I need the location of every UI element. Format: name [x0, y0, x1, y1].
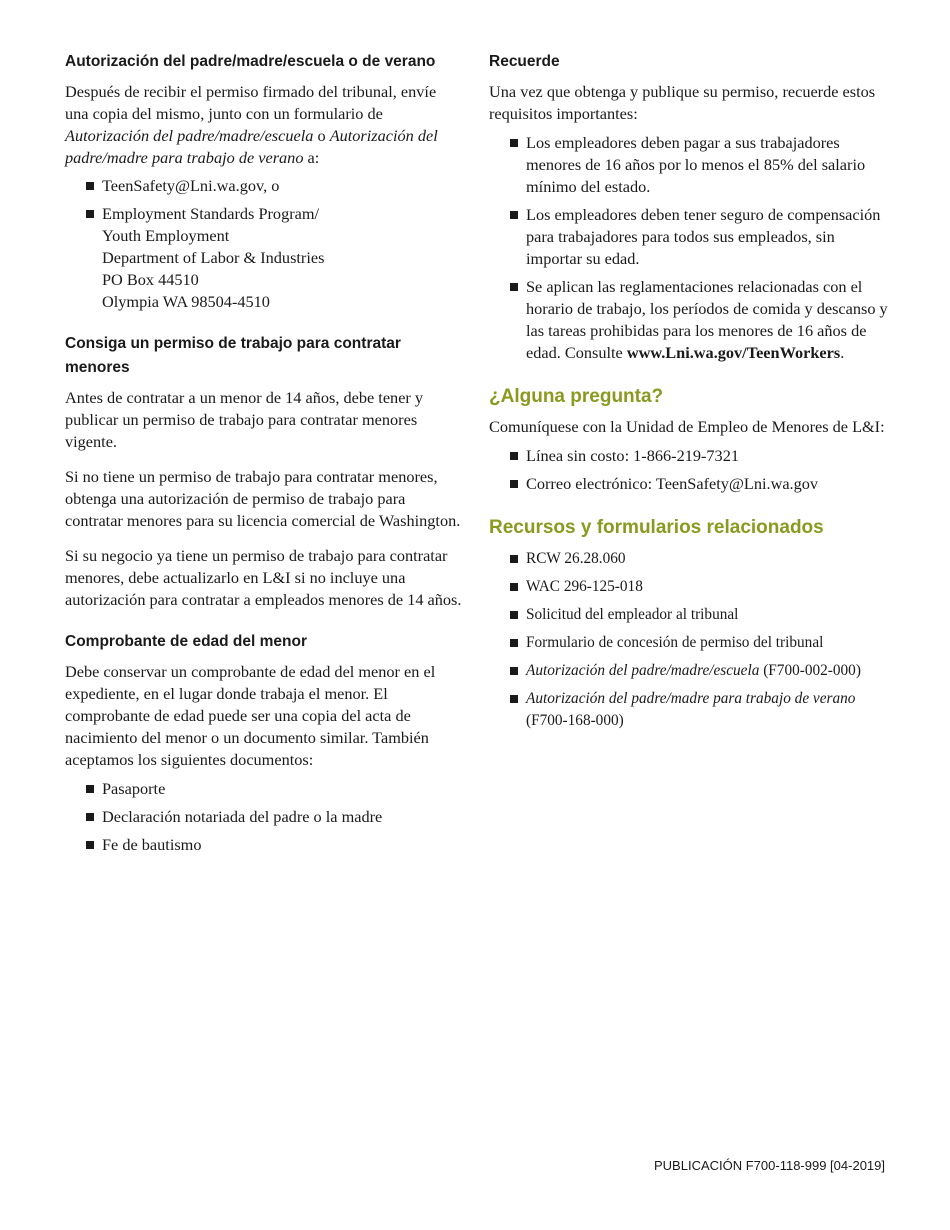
list-item: WAC 296-125-018	[489, 576, 889, 598]
minor-permit-paragraph: Si su negocio ya tiene un permiso de trabajo para contratar menores, debe actualizarlo en L&I si no incluye una autorización para contratar a empleados menores de 14 años.	[65, 546, 462, 609]
list-item: TeenSafety@Lni.wa.gov, o	[65, 175, 463, 197]
list-item: Solicitud del empleador al tribunal	[489, 604, 889, 626]
questions-list	[489, 445, 889, 495]
questions-heading: ¿Alguna pregunta?	[489, 386, 664, 407]
list-item: Los empleadores deben pagar a sus trabajadores menores de 16 años por lo menos el 85% del salario mínimo del estado.	[489, 132, 889, 198]
parent-auth-list	[65, 175, 463, 313]
right-column	[489, 50, 889, 732]
remember-list	[489, 132, 889, 364]
list-item: Correo electrónico: TeenSafety@Lni.wa.gov	[489, 473, 889, 495]
minor-permit-heading: Consiga un permiso de trabajo para contratar menores	[65, 335, 401, 376]
list-item: Autorización del padre/madre para trabajo de verano (F700-168-000)	[489, 688, 889, 732]
list-item: Línea sin costo: 1-866-219-7321	[489, 445, 889, 467]
list-item: Declaración notariada del padre o la madre	[65, 806, 463, 828]
list-item: Se aplican las reglamentaciones relacionadas con el horario de trabajo, los períodos de comida y descanso y las tareas prohibidas para los menores de 16 años de edad. Consulte www.Lni.wa.gov/TeenWorkers.	[489, 276, 889, 364]
list-item-address: Employment Standards Program/ Youth Employment Department of Labor & Industries PO Box 44510 Olympia WA 98504-4510	[65, 203, 463, 313]
publication-footer: PUBLICACIÓN F700-118-999 [04-2019]	[654, 1158, 885, 1173]
left-column	[65, 50, 463, 856]
proof-of-age-list	[65, 778, 463, 856]
list-item: Formulario de concesión de permiso del tribunal	[489, 632, 889, 654]
list-item: Autorización del padre/madre/escuela (F700-002-000)	[489, 660, 889, 682]
list-item: Los empleadores deben tener seguro de compensación para trabajadores para todos sus empleados, sin importar su edad.	[489, 204, 889, 270]
proof-of-age-heading: Comprobante de edad del menor	[65, 633, 308, 650]
remember-intro: Una vez que obtenga y publique su permiso, recuerde estos requisitos importantes:	[489, 82, 876, 123]
remember-heading: Recuerde	[489, 53, 560, 70]
parent-auth-heading: Autorización del padre/madre/escuela o de verano	[65, 53, 436, 70]
minor-permit-paragraph: Si no tiene un permiso de trabajo para contratar menores, obtenga una autorización de permiso de trabajo para contratar menores para su licencia comercial de Washington.	[65, 467, 461, 530]
teen-workers-link[interactable]: www.Lni.wa.gov/TeenWorkers	[626, 343, 841, 362]
resources-heading: Recursos y formularios relacionados	[489, 517, 824, 538]
list-item: Fe de bautismo	[65, 834, 463, 856]
parent-auth-body: Después de recibir el permiso firmado del tribunal, envíe una copia del mismo, junto con un formulario de Autorización del padre/madre/escuela o Autorización del padre/madre para trabajo de verano a:	[65, 82, 438, 167]
list-item: Pasaporte	[65, 778, 463, 800]
resources-list	[489, 548, 889, 732]
questions-intro: Comuníquese con la Unidad de Empleo de Menores de L&I:	[489, 417, 885, 436]
proof-of-age-body: Debe conservar un comprobante de edad del menor en el expediente, en el lugar donde trabaja el menor. El comprobante de edad puede ser una copia del acta de nacimiento del menor o un documento similar. También aceptamos los siguientes documentos:	[65, 662, 436, 769]
minor-permit-paragraph: Antes de contratar a un menor de 14 años, debe tener y publicar un permiso de trabajo para contratar menores vigente.	[65, 388, 424, 451]
list-item: RCW 26.28.060	[489, 548, 889, 570]
